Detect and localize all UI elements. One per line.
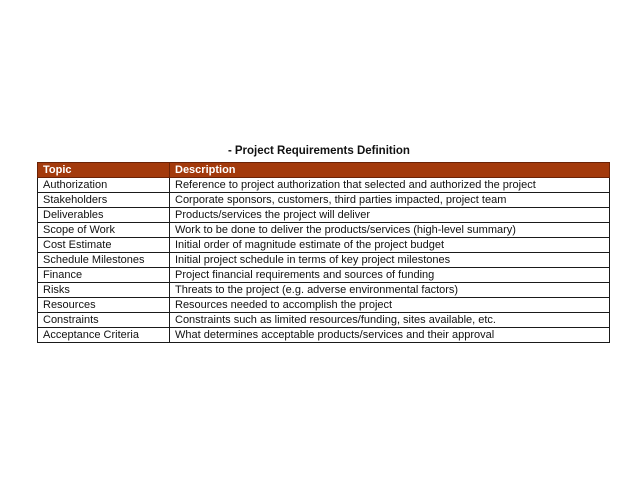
description-cell: Initial project schedule in terms of key project milestones <box>170 253 610 268</box>
column-header-topic: Topic <box>38 163 170 178</box>
table-row <box>38 193 610 208</box>
description-cell: Project financial requirements and sources of funding <box>170 268 610 283</box>
table-row <box>38 223 610 238</box>
topic-cell: Authorization <box>38 178 170 193</box>
table-row <box>38 238 610 253</box>
column-header-description: Description <box>170 163 610 178</box>
table-row <box>38 283 610 298</box>
topic-cell: Stakeholders <box>38 193 170 208</box>
table-row <box>38 208 610 223</box>
table-row <box>38 298 610 313</box>
description-cell: Products/services the project will deliver <box>170 208 610 223</box>
table-row <box>38 178 610 193</box>
description-cell: Corporate sponsors, customers, third parties impacted, project team <box>170 193 610 208</box>
requirements-table <box>37 162 610 343</box>
caption-prefix: - <box>228 145 232 157</box>
topic-cell: Finance <box>38 268 170 283</box>
table-row <box>38 328 610 343</box>
topic-cell: Schedule Milestones <box>38 253 170 268</box>
topic-cell: Resources <box>38 298 170 313</box>
topic-cell: Risks <box>38 283 170 298</box>
table-row <box>38 253 610 268</box>
table-caption <box>0 143 638 159</box>
description-cell: Work to be done to deliver the products/services (high-level summary) <box>170 223 610 238</box>
topic-cell: Acceptance Criteria <box>38 328 170 343</box>
topic-cell: Cost Estimate <box>38 238 170 253</box>
caption-title: Project Requirements Definition <box>234 145 410 157</box>
table-header-row <box>38 163 610 178</box>
description-cell: Constraints such as limited resources/funding, sites available, etc. <box>170 313 610 328</box>
table-row <box>38 268 610 283</box>
description-cell: What determines acceptable products/services and their approval <box>170 328 610 343</box>
description-cell: Reference to project authorization that selected and authorized the project <box>170 178 610 193</box>
table-row <box>38 313 610 328</box>
description-cell: Threats to the project (e.g. adverse environmental factors) <box>170 283 610 298</box>
topic-cell: Constraints <box>38 313 170 328</box>
description-cell: Resources needed to accomplish the project <box>170 298 610 313</box>
topic-cell: Deliverables <box>38 208 170 223</box>
topic-cell: Scope of Work <box>38 223 170 238</box>
description-cell: Initial order of magnitude estimate of the project budget <box>170 238 610 253</box>
